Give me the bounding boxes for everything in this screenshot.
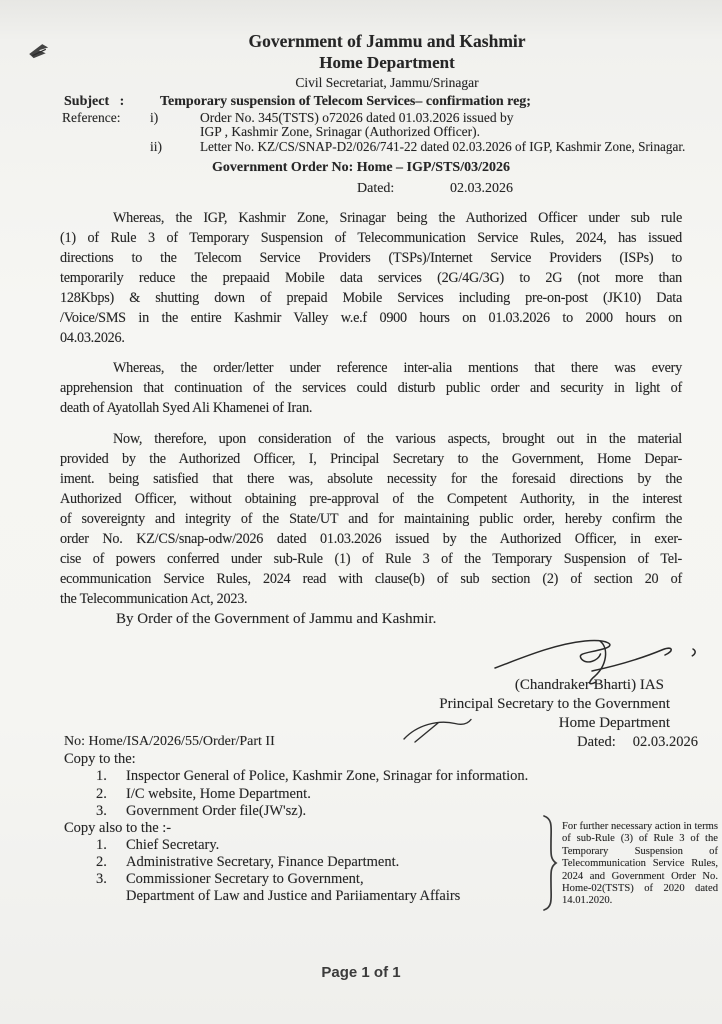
item-text: Government Order file(JW'sz). bbox=[126, 803, 307, 819]
item-text: I/C website, Home Department. bbox=[126, 786, 311, 802]
order-dated-label: Dated: bbox=[357, 181, 395, 196]
signatory-role: Principal Secretary to the Government bbox=[439, 696, 670, 712]
paragraph-whereas-apprehension: Whereas, the order/letter under reference inter-alia mentions that there was every apprehension that continuation of the services could disturb public order and security in light of death of Ayatollah Syed Ali Khamenei of Iran. bbox=[60, 360, 682, 416]
copy-to-label: Copy to the: bbox=[64, 751, 136, 767]
copy-also-item-3 bbox=[96, 871, 364, 888]
item-number: 1. bbox=[96, 768, 107, 784]
ink-smudge-mark-icon bbox=[25, 41, 53, 63]
reference-ii-line1: Letter No. KZ/CS/SNAP-D2/026/741-22 dated 02.03.2026 of IGP, Kashmir Zone, Srinagar. bbox=[200, 139, 686, 154]
copy-also-item-3-continuation: Department of Law and Justice and Pariiamentary Affairs bbox=[126, 888, 461, 904]
item-text: Chief Secretary. bbox=[126, 837, 220, 853]
order-number-line: Government Order No: Home – IGP/STS/03/2026 bbox=[212, 160, 510, 175]
item-number: 2. bbox=[96, 854, 107, 870]
item-number: 3. bbox=[96, 803, 107, 819]
copy-also-label: Copy also to the :- bbox=[64, 820, 172, 836]
copy-to-item-1 bbox=[96, 768, 528, 785]
signature-dated-line bbox=[577, 734, 698, 751]
item-number: 2. bbox=[96, 786, 107, 802]
reference-i-line2: IGP , Kashmir Zone, Srinagar (Authorized Officer). bbox=[200, 124, 481, 139]
initials-scribble-icon bbox=[402, 716, 474, 744]
item-text: Commissioner Secretary to Government, bbox=[126, 871, 364, 887]
signatory-name: (Chandraker Bharti) IAS bbox=[514, 677, 664, 693]
item-text: Inspector General of Police, Kashmir Zone, Srinagar for information. bbox=[126, 768, 529, 784]
side-note-brace-icon bbox=[540, 814, 558, 912]
order-dated-value: 02.03.2026 bbox=[450, 181, 513, 196]
item-text: Administrative Secretary, Finance Department. bbox=[126, 854, 400, 870]
reference-label: Reference: bbox=[62, 110, 121, 125]
reference-i-number: i) bbox=[150, 110, 159, 125]
paragraph-whereas-directions: Whereas, the IGP, Kashmir Zone, Srinagar being the Authorized Officer under sub rule (1) of Rule 3 of Temporary Suspension of Telecommunication Service Rules, 2024, has issued directions to the Telecom Service Providers (TSPs)/Internet Service Providers (ISPs) to temporarily reduce the prepaaid Mobile data services (2G/4G/3G) to 2G (not more than 128Kbps) & shutting down of prepaid Mobile Services including pre-on-post (JK10) Data /Voice/SMS in the entire Kashmir Valley w.e.f 0900 hours on 01.03.2026 to 2000 hours on 04.03.2026. bbox=[60, 210, 682, 346]
reference-i-line1: Order No. 345(TSTS) o72026 dated 01.03.2026 issued by bbox=[200, 110, 514, 125]
copy-also-item-1 bbox=[96, 837, 219, 854]
copy-also-item-2 bbox=[96, 854, 399, 871]
letterhead bbox=[52, 30, 722, 91]
department-title: Home Department bbox=[319, 53, 455, 72]
signature-dated-label: Dated: bbox=[577, 734, 616, 750]
item-number: 3. bbox=[96, 871, 107, 887]
page-number-indicator: Page 1 of 1 bbox=[321, 964, 401, 981]
file-number: No: Home/ISA/2026/55/Order/Part II bbox=[64, 734, 275, 749]
reference-ii-number: ii) bbox=[150, 139, 162, 154]
item-number: 1. bbox=[96, 837, 107, 853]
by-order-line: By Order of the Government of Jammu and Kashmir. bbox=[116, 611, 437, 627]
copy-to-item-3 bbox=[96, 803, 306, 820]
copy-to-item-2 bbox=[96, 786, 311, 803]
subject-value: Temporary suspension of Telecom Services– confirmation reg; bbox=[160, 94, 531, 109]
signatory-department: Home Department bbox=[558, 715, 670, 731]
secretariat-subtitle: Civil Secretariat, Jammu/Srinagar bbox=[295, 75, 479, 90]
side-note: For further necessary action in terms of sub-Rule (3) of Rule 3 of the Temporary Suspension of Telecommunication Service Rules, 2024 and Government Order No. Home-02(TSTS) of 2020 dated 14.01.2020. bbox=[562, 821, 718, 907]
subject-label: Subject : bbox=[64, 94, 125, 109]
government-title: Government of Jammu and Kashmir bbox=[248, 31, 526, 51]
paragraph-confirmation: Now, therefore, upon consideration of the various aspects, brought out in the material provided by the Authorized Officer, I, Principal Secretary to the Government, Home Depar- iment. being satisfied that there was, absolute necessity for the foresaid directions by the Authorized Officer, without obtaining pre-approval of the Competent Authority, in the interest of sovereignty and integrity of the State/UT and for maintaining public order, hereby confirm the order No. KZ/CS/snap-odw/2026 dated 01.03.2026 issued by the Authorized Officer, in exer- cise of powers conferred under sub-Rule (1) of Rule 3 of the Temporary Suspension of Tel- ecommunication Service Rules, 2024 read with clause(b) of sub section (2) of section 20 of the Telecommunication Act, 2023. bbox=[60, 431, 682, 607]
signature-dated-value: 02.03.2026 bbox=[632, 734, 698, 750]
